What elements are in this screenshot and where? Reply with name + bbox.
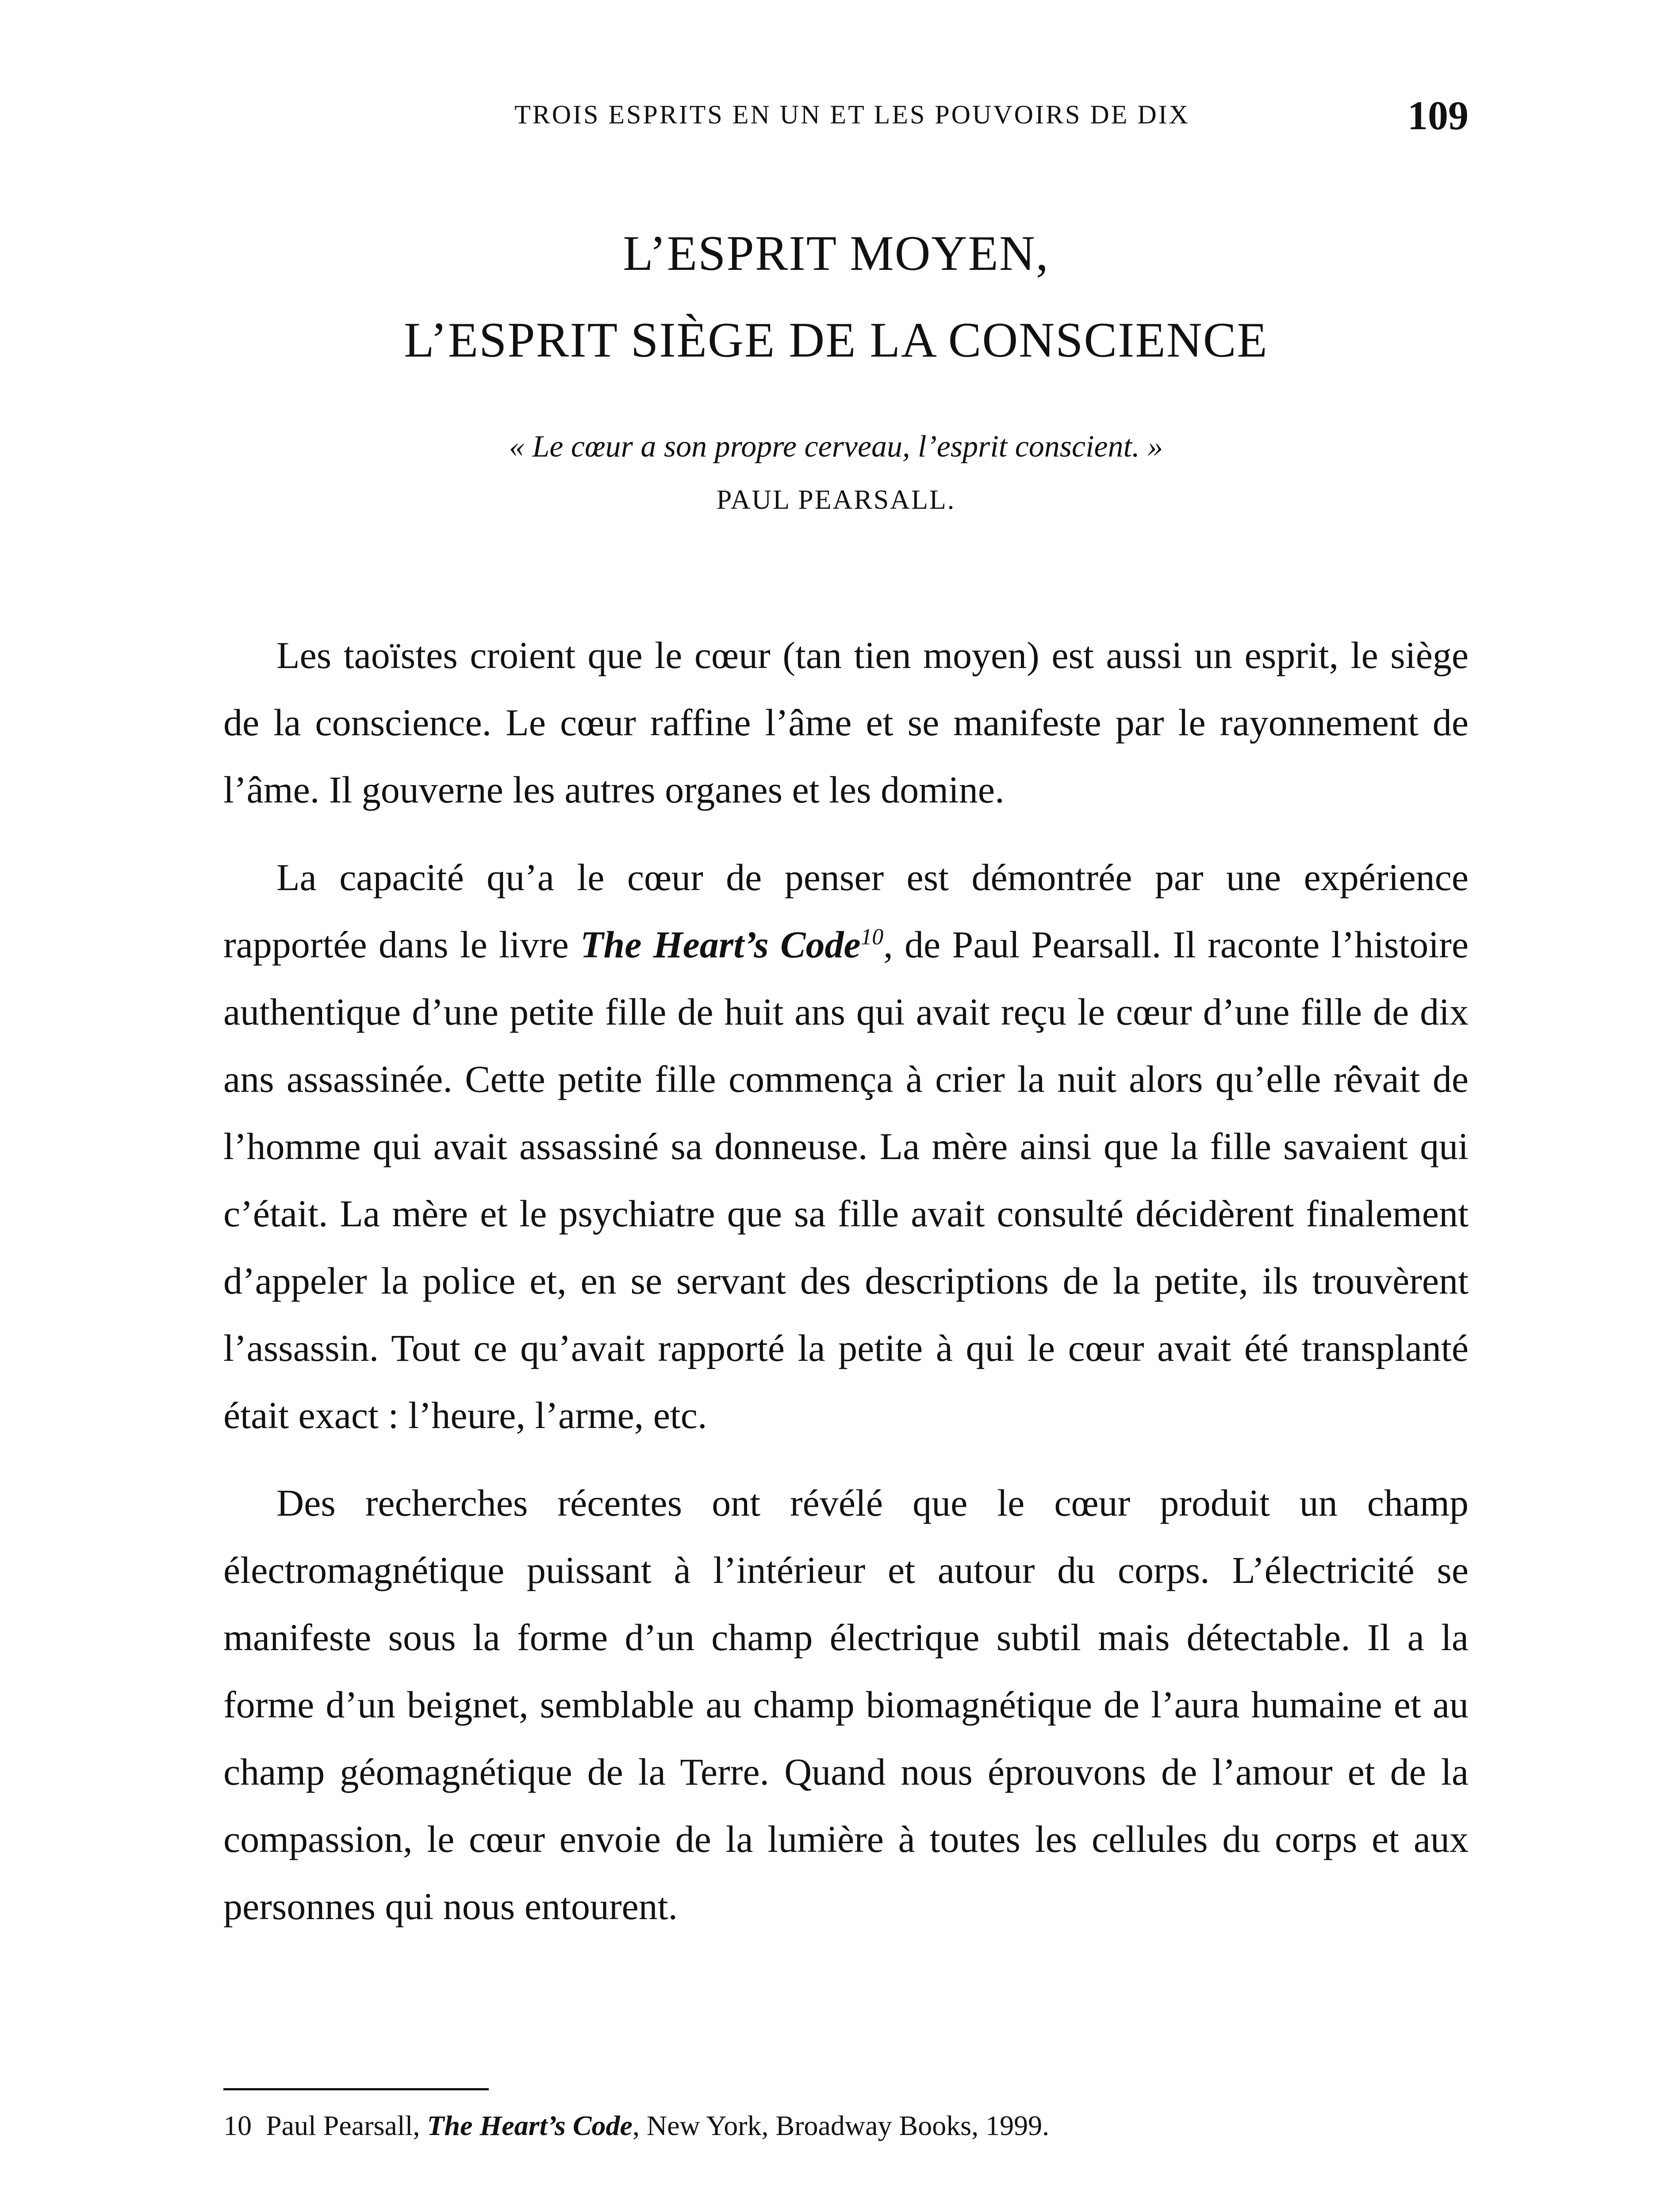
footnote — [223, 2104, 1469, 2148]
chapter-title — [0, 210, 1672, 384]
footnote-separator — [223, 2088, 489, 2090]
footnote-details: , New York, Broadway Books, 1999. — [632, 2110, 1050, 2141]
paragraph-3: Des recherches récentes ont révélé que le cœur produit un champ électromagnétique puissant à l’intérieur et autour du corps. L’électricité se manifeste sous la forme d’un champ électrique subtil mais détectable. Il a la forme d’un beignet, semblable au champ biomagnétique de l’aura humaine et au champ géomagnétique de la Terre. Quand nous éprouvons de l’amour et de la compassion, le cœur envoie de la lumière à toutes les cellules du corps et aux personnes qui nous entourent. — [223, 1482, 1469, 1928]
paragraph-1: Les taoïstes croient que le cœur (tan tien moyen) est aussi un esprit, le siège de la conscience. Le cœur raffine l’âme et se manifeste par le rayonnement de l’âme. Il gouverne les autres organes et les domine. — [223, 634, 1469, 811]
paragraph-2-rest: , de Paul Pearsall. Il raconte l’histoire authentique d’une petite fille de huit ans qui avait reçu le cœur d’une fille de dix ans assassinée. Cette petite fille commença à crier la nuit alors qu’elle rêvait de l’homme qui avait assassiné sa donneuse. La mère ainsi que la fille savaient qui c’était. La mère et le psychiatre que sa fille avait consulté décidèrent finalement d’appeler la police et, en se servant des descriptions de la petite, ils trouvèrent l’assassin. Tout ce qu’avait rapporté la petite à qui le cœur avait été transplanté était exact : l’heure, l’arme, etc. — [223, 923, 1469, 1436]
page-number: 109 — [1407, 93, 1469, 138]
epigraph-author: PAUL PEARSALL. — [716, 485, 956, 515]
footnote-reference[interactable]: 10 — [860, 924, 884, 950]
epigraph-quote: « Le cœur a son propre cerveau, l’esprit conscient. » — [509, 430, 1163, 464]
chapter-title-line-2: L’ESPRIT SIÈGE DE LA CONSCIENCE — [404, 313, 1268, 368]
book-title: The Heart’s Code — [580, 923, 861, 966]
running-header: TROIS ESPRITS EN UN ET LES POUVOIRS DE DIX — [514, 100, 1190, 129]
footnote-number: 10 — [223, 2110, 252, 2141]
body-text — [223, 622, 1469, 1960]
paragraph-2-lead: La capacité qu’a le cœur de penser est démontrée par une expérience rapportée dans le livre — [223, 856, 1469, 966]
footnote-author: Paul Pearsall, — [266, 2110, 427, 2141]
chapter-title-line-1: L’ESPRIT MOYEN, — [623, 226, 1049, 281]
footnote-book-title: The Heart’s Code — [427, 2110, 633, 2141]
paragraph-2 — [223, 844, 1469, 1449]
